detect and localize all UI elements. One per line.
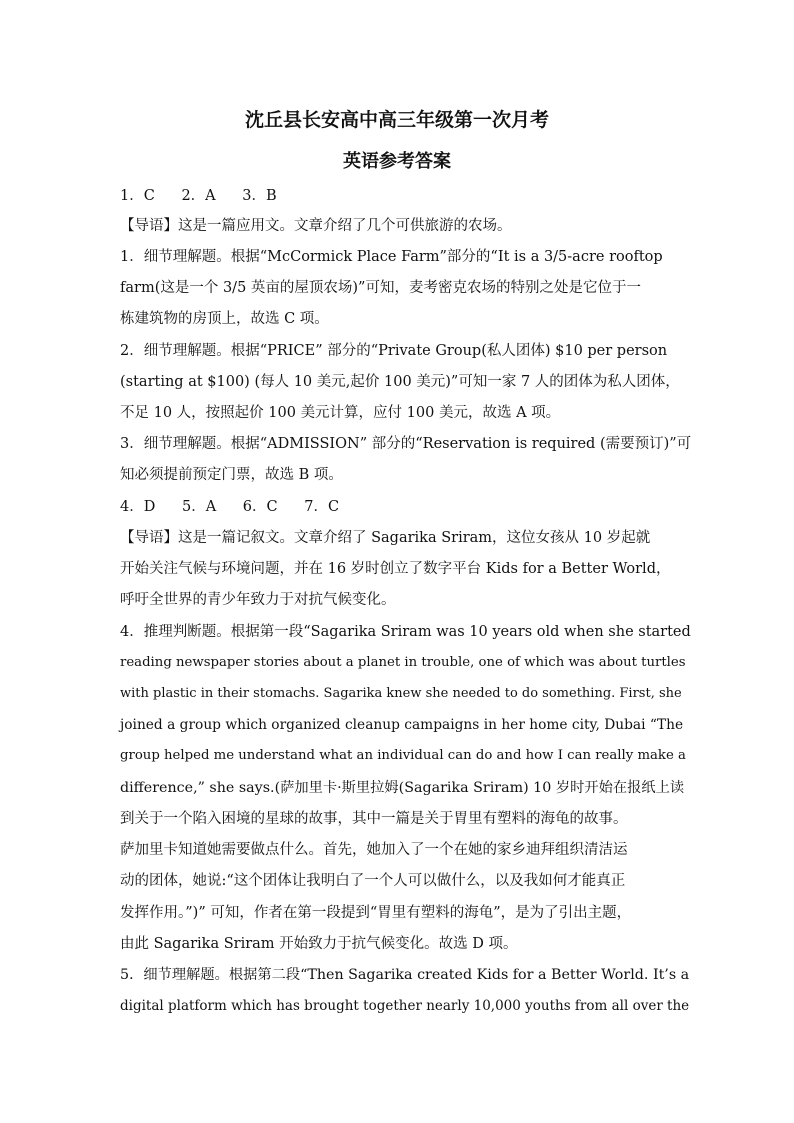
explanation-line: 3．细节理解题。根据“ADMISSION” 部分的“Reservation is required (需要预订)”可: [120, 436, 692, 452]
explanation-line: (starting at $100) (每人 10 美元,起价 100 美元)”可知一家 7 人的团体为私人团体，: [120, 374, 680, 390]
explanation-line: 由此 Sagarika Sriram 开始致力于抗气候变化。故选 D 项。: [120, 936, 518, 952]
explanation-line: farm(这是一个 3/5 英亩的屋顶农场)”可知，麦考密克农场的特别之处是它位于一: [120, 280, 641, 296]
explanation-line: 到关于一个陷入困境的星球的故事，其中一篇是关于胃里有塑料的海龟的故事。: [120, 811, 628, 827]
answer-3: 3．B: [242, 188, 277, 204]
explanation-line: 呼吁全世界的青少年致力于对抗气候变化。: [120, 592, 396, 608]
page-title: 沈丘县长安高中高三年级第一次月考: [244, 109, 549, 131]
answer-1: 1．C: [120, 188, 155, 204]
explanation-line: 4．推理判断题。根据第一段“Sagarika Sriram was 10 years old when she started: [120, 624, 691, 640]
explanation-line: with plastic in their stomachs. Sagarika knew she needed to do something. First, she: [120, 686, 682, 701]
explanation-line: reading newspaper stories about a planet in trouble, one of which was about turtles: [120, 655, 686, 670]
explanation-line: 开始关注气候与环境问题，并在 16 岁时创立了数字平台 Kids for a Better World，: [120, 561, 671, 577]
explanation-line: 2．细节理解题。根据“PRICE” 部分的“Private Group(私人团体) $10 per person: [120, 343, 668, 359]
explanation-line: 1．细节理解题。根据“McCormick Place Farm”部分的“It is a 3/5-acre rooftop: [120, 249, 663, 265]
explanation-line: 动的团体，她说:“这个团体让我明白了一个人可以做什么，以及我如何才能真正: [120, 873, 626, 889]
explanation-line: digital platform which has brought together nearly 10,000 youths from all over the: [120, 998, 690, 1014]
explanation-line: 知必须提前预定门票，故选 B 项。: [120, 467, 343, 483]
explanation-line: 不足 10 人，按照起价 100 美元计算，应付 100 美元，故选 A 项。: [120, 405, 561, 421]
answer-6: 6．C: [242, 499, 278, 515]
intro-passage-b: 【导语】这是一篇记叙文。文章介绍了 Sagarika Sriram，这位女孩从 10 岁起就: [120, 530, 651, 546]
answer-5: 5．A: [181, 499, 217, 515]
answer-4: 4．D: [120, 499, 156, 515]
explanation-line: group helped me understand what an individual can do and how I can really make a: [120, 748, 686, 763]
answer-key-row-2: [120, 497, 690, 517]
answer-2: 2．A: [181, 188, 216, 204]
intro-passage-a: 【导语】这是一篇应用文。文章介绍了几个可供旅游的农场。: [120, 218, 512, 234]
explanation-line: difference,” she says.(萨加里卡·斯里拉姆(Sagarika Sriram) 10 岁时开始在报纸上读: [120, 780, 685, 796]
answer-key-row-1: [120, 186, 690, 206]
explanation-line: joined a group which organized cleanup campaigns in her home city, Dubai “The: [120, 717, 684, 733]
explanation-line: 5．细节理解题。根据第二段“Then Sagarika created Kids for a Better World. It’s a: [120, 967, 690, 983]
explanation-line: 萨加里卡知道她需要做点什么。首先，她加入了一个在她的家乡迪拜组织清洁运: [120, 842, 628, 858]
explanation-line: 发挥作用。”)” 可知，作者在第一段提到“胃里有塑料的海龟”，是为了引出主题，: [120, 905, 632, 921]
explanation-line: 栋建筑物的房顶上，故选 C 项。: [120, 311, 329, 327]
answer-7: 7．C: [304, 499, 340, 515]
page-subtitle: 英语参考答案: [343, 151, 451, 172]
